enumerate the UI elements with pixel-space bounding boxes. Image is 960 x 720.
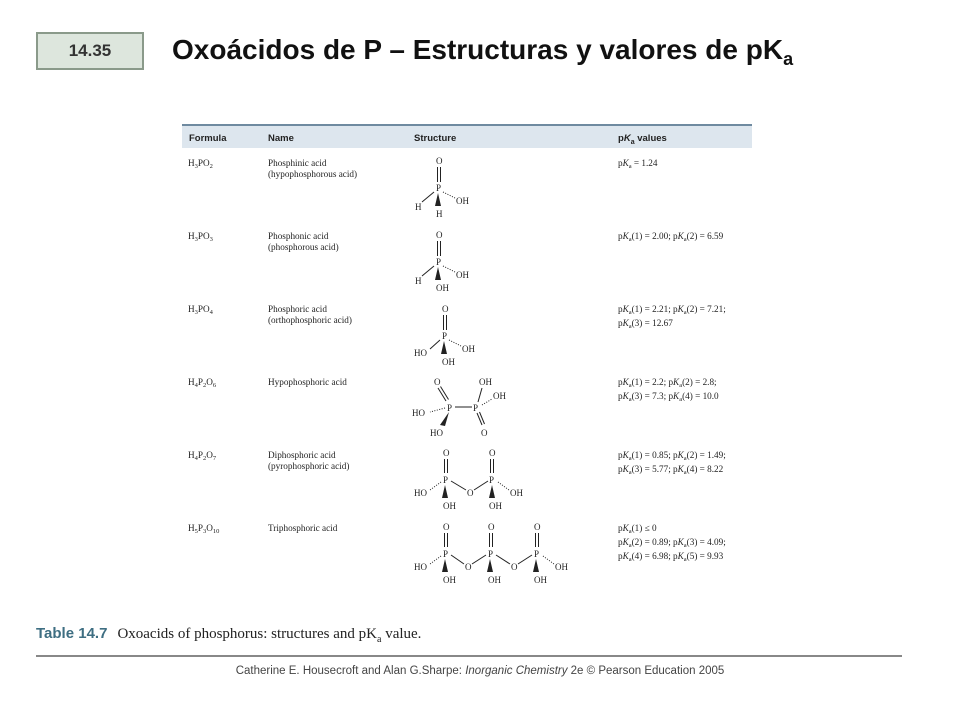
slide-title-main: Oxoácidos de P – Estructuras y valores de pK xyxy=(172,34,784,65)
svg-text:O: O xyxy=(436,156,443,166)
svg-text:HO: HO xyxy=(414,562,427,572)
formula-h4p2o6: $H_4P_2O_6$ xyxy=(188,377,217,389)
svg-text:P: P xyxy=(534,549,540,559)
svg-text:P: P xyxy=(473,403,479,413)
oxoacids-table xyxy=(182,124,752,596)
svg-text:P: P xyxy=(443,549,449,559)
svg-text:OH: OH xyxy=(510,488,523,498)
caption-label: Table 14.7 xyxy=(36,625,108,642)
svg-text:O: O xyxy=(465,562,472,572)
formula-h3po2: $H_3PO_2$ xyxy=(188,158,213,170)
name-phosphonic-acid: Phosphonic acid (phosphorous acid) xyxy=(268,231,339,252)
svg-text:O: O xyxy=(511,562,518,572)
header-pka: $pK_a$ values xyxy=(618,133,667,146)
svg-text:O: O xyxy=(534,522,541,532)
pka-phosphonic-acid: $pK_a(1) = 2.00$; $pK_a(2) = 6.59$ xyxy=(618,231,724,243)
svg-text:OH: OH xyxy=(443,501,456,511)
slide-number-box xyxy=(36,32,144,70)
svg-text:OH: OH xyxy=(456,270,469,280)
footer-divider xyxy=(36,655,902,657)
caption-text: Oxoacids of phosphorus: structures and $pK_a$ value. xyxy=(117,626,422,645)
svg-text:P: P xyxy=(489,475,495,485)
name-hypophosphoric-acid: Hypophosphoric acid xyxy=(268,377,347,387)
slide-title-subscript: a xyxy=(783,49,794,69)
pka-phosphinic-acid: $pK_a = 1.24$ xyxy=(618,158,658,170)
svg-text:OH: OH xyxy=(479,377,492,387)
svg-text:H: H xyxy=(415,202,422,212)
name-phosphinic-acid: Phosphinic acid (hypophosphorous acid) xyxy=(268,158,358,179)
header-structure: Structure xyxy=(414,133,457,144)
svg-text:OH: OH xyxy=(489,501,502,511)
svg-text:OH: OH xyxy=(436,283,449,293)
svg-text:HO: HO xyxy=(414,488,427,498)
svg-text:OH: OH xyxy=(456,196,469,206)
svg-text:OH: OH xyxy=(534,575,547,585)
credit-rest: 2e © Pearson Education 2005 xyxy=(567,665,725,677)
slide-title xyxy=(172,34,793,70)
structure-phosphoric-acid xyxy=(414,302,514,372)
header-formula: Formula xyxy=(189,133,227,144)
structure-phosphinic-acid xyxy=(412,154,512,224)
svg-text:O: O xyxy=(442,304,449,314)
svg-text:O: O xyxy=(443,448,450,458)
svg-text:HO: HO xyxy=(430,428,443,438)
pka-phosphoric-acid: $pK_a(1) = 2.21$; $pK_a(2) = 7.21$; $pK_a(3) = 12.67$ xyxy=(618,304,726,330)
svg-text:P: P xyxy=(447,403,453,413)
table-caption xyxy=(36,625,421,645)
credit-book-title: Inorganic Chemistry xyxy=(465,665,568,677)
svg-text:H: H xyxy=(415,276,422,286)
name-triphosphoric-acid: Triphosphoric acid xyxy=(268,523,338,533)
pka-diphosphoric-acid: $pK_a(1) = 0.85$; $pK_a(2) = 1.49$; $pK_a(3) = 5.77$; $pK_a(4) = 8.22$ xyxy=(618,450,726,476)
svg-text:HO: HO xyxy=(414,348,427,358)
svg-text:P: P xyxy=(443,475,449,485)
slide-number: 14.35 xyxy=(68,41,112,60)
svg-text:P: P xyxy=(436,257,442,267)
credit-authors: Catherine E. Housecroft and Alan G.Sharpe: xyxy=(235,665,466,677)
formula-h3po3: $H_3PO_3$ xyxy=(188,231,213,243)
svg-text:H: H xyxy=(436,209,443,219)
table-header xyxy=(182,124,752,148)
header-name: Name xyxy=(268,133,294,144)
svg-text:OH: OH xyxy=(462,344,475,354)
formula-h3po4: $H_3PO_4$ xyxy=(188,304,213,316)
pka-triphosphoric-acid: $pK_a(1) \le 0$ $pK_a(2) = 0.89$; $pK_a(3) = 4.09$; $pK_a(4) = 6.98$; $pK_a(5) = 9.93$ xyxy=(618,523,726,563)
name-phosphoric-acid: Phosphoric acid (orthophosphoric acid) xyxy=(268,304,352,325)
svg-text:O: O xyxy=(467,488,474,498)
svg-text:O: O xyxy=(489,448,496,458)
svg-text:OH: OH xyxy=(443,575,456,585)
svg-text:P: P xyxy=(488,549,494,559)
footer-credit xyxy=(0,665,960,677)
svg-text:P: P xyxy=(442,331,448,341)
svg-text:O: O xyxy=(481,428,488,438)
svg-text:O: O xyxy=(488,522,495,532)
svg-text:O: O xyxy=(436,230,443,240)
svg-text:OH: OH xyxy=(555,562,568,572)
pka-hypophosphoric-acid: $pK_a(1) = 2.2$; $pK_a(2) = 2.8$; $pK_a(3) = 7.3$; $pK_a(4) = 10.0$ xyxy=(618,377,719,403)
svg-text:OH: OH xyxy=(493,391,506,401)
svg-text:OH: OH xyxy=(442,357,455,367)
svg-text:O: O xyxy=(443,522,450,532)
structure-diphosphoric-acid xyxy=(414,446,534,514)
formula-h4p2o7: $H_4P_2O_7$ xyxy=(188,450,217,462)
svg-text:OH: OH xyxy=(488,575,501,585)
svg-text:HO: HO xyxy=(412,408,425,418)
structure-phosphonic-acid xyxy=(412,228,512,298)
structure-triphosphoric-acid xyxy=(414,520,584,590)
structure-hypophosphoric-acid xyxy=(412,376,532,444)
formula-h5p3o10: $H_5P_3O_{10}$ xyxy=(188,523,220,535)
svg-text:O: O xyxy=(434,377,441,387)
svg-text:P: P xyxy=(436,183,442,193)
name-diphosphoric-acid: Diphosphoric acid (pyrophosphoric acid) xyxy=(268,450,350,471)
